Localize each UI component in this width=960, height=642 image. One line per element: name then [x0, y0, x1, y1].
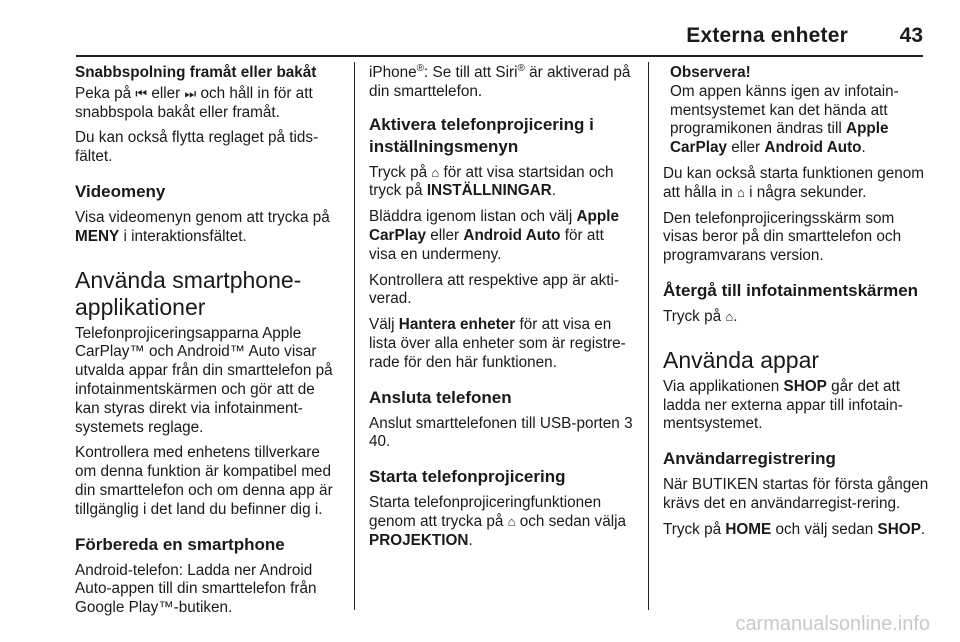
- text: Anslut smarttelefonen till USB-porten: [369, 414, 620, 432]
- column-1: [75, 64, 341, 625]
- column-2: [369, 64, 635, 558]
- text: och sedan välja: [519, 512, 627, 530]
- menu-label: MENY: [75, 227, 120, 245]
- heading-return: Återgå till infotainmentskärmen: [663, 280, 919, 300]
- heading-register: Användarregistrering: [663, 449, 836, 469]
- note-text: [670, 83, 929, 158]
- page-header: [0, 0, 960, 56]
- text: Visa videomenyn genom att trycka på: [75, 208, 330, 226]
- text: .: [733, 307, 738, 325]
- text: för att visa en lista över alla enheter som är registre-rade för den här funktionen.: [369, 316, 626, 371]
- paragraph-apps: Telefonprojiceringsapparna Apple CarPlay™ och Android™ Auto visar utvalda appar från din smarttelefon på infotainmentskärmen och gör att de kan styras direkt via infotainment-systemets reglage.: [75, 324, 333, 436]
- column-3: [663, 64, 929, 547]
- paragraph-manage: [369, 316, 635, 372]
- home-label: HOME: [725, 520, 772, 538]
- shop-label: SHOP: [783, 377, 827, 395]
- text: för att visa en undermeny.: [369, 226, 604, 263]
- paragraph-verify: Kontrollera att respektive app är akti-verad.: [369, 271, 619, 308]
- paragraph-videomenu: [75, 209, 341, 247]
- text: iPhone: [369, 64, 417, 81]
- paragraph-register: När BUTIKEN startas för första gången krävs det en användarregist-rering.: [663, 476, 929, 512]
- next-track-icon: ⏭: [184, 85, 197, 101]
- paragraph-press-home: [369, 164, 635, 202]
- text: är aktiverad på din smarttelefon.: [369, 64, 631, 100]
- text: för att visa startsidan och tryck på: [369, 163, 614, 200]
- registered-mark: ®: [416, 62, 425, 74]
- paragraph-android: Android-telefon: Ladda ner Android Auto-appen till din smarttelefon från Google Play™-butiken.: [75, 561, 317, 617]
- note-block: [670, 64, 929, 158]
- settings-label: INSTÄLLNINGAR: [426, 182, 552, 200]
- heading-activate: Aktivera telefonprojicering i inställningsmenyn: [369, 114, 594, 156]
- text: Du kan också starta funktionen genom att hålla in: [663, 164, 925, 201]
- paragraph-iphone: [369, 64, 635, 102]
- heading-prepare: Förbereda en smartphone: [75, 534, 285, 554]
- home-icon: ⌂: [507, 513, 516, 529]
- carplay-label: Apple CarPlay: [670, 120, 889, 157]
- text: och håll in för att snabbspola bakåt eller framåt.: [75, 84, 313, 121]
- registered-mark: ®: [517, 62, 525, 74]
- heading-use-apps: Använda appar: [663, 346, 820, 373]
- heading-start: Starta telefonprojicering: [369, 467, 566, 487]
- text: .: [468, 531, 473, 549]
- android-auto-label: Android Auto: [463, 226, 561, 244]
- android-auto-label: Android Auto: [764, 139, 862, 157]
- paragraph-browse: [369, 208, 635, 264]
- previous-track-icon: ⏮: [135, 85, 148, 101]
- text: Tryck på: [663, 307, 722, 325]
- text: Peka på: [75, 84, 132, 102]
- note-title: Observera!: [670, 64, 751, 81]
- paragraph-shop: [663, 378, 929, 434]
- text: Välj: [369, 316, 395, 334]
- page-reference: 3 40.: [369, 414, 633, 451]
- text: .: [551, 182, 556, 200]
- heading-seek: Snabbspolning framåt eller bakåt: [75, 64, 317, 81]
- paragraph-hold: [663, 165, 929, 203]
- heading-smartphone-apps: Använda smartphone-applikationer: [75, 266, 302, 320]
- carplay-label: Apple CarPlay: [369, 208, 619, 244]
- paragraph-home-shop: [663, 521, 929, 540]
- heading-videomenu: Videomeny: [75, 181, 166, 201]
- text: Bläddra igenom listan och välj: [369, 208, 573, 226]
- text: eller: [430, 226, 460, 244]
- paragraph-return: [663, 308, 929, 327]
- text: eller: [151, 84, 181, 102]
- manage-devices-label: Hantera enheter: [398, 316, 516, 334]
- text: i några sekunder.: [749, 183, 867, 201]
- page-number: 43: [899, 24, 923, 47]
- text: Om appen känns igen av infotain-mentsystemet kan det hända att programikonen ändras till: [670, 82, 899, 138]
- text: Tryck på: [369, 163, 428, 181]
- text: : Se till att Siri: [424, 64, 518, 81]
- page-title: Externa enheter: [686, 24, 848, 47]
- home-icon: ⌂: [431, 164, 440, 180]
- paragraph-slider: Du kan också flytta reglaget på tids-fältet.: [75, 129, 319, 166]
- text: går det att ladda ner externa appar till infotain-mentsystemet.: [663, 377, 903, 433]
- text: Via applikationen: [663, 377, 780, 395]
- heading-connect: Ansluta telefonen: [369, 387, 512, 407]
- text: Starta telefonprojiceringfunktionen genom att trycka på: [369, 494, 602, 530]
- paragraph-start: [369, 494, 635, 550]
- paragraph-seek: [75, 85, 341, 123]
- text: och välj sedan: [775, 520, 874, 538]
- column-divider-right: [648, 62, 649, 610]
- text: i interaktionsfältet.: [123, 227, 247, 245]
- home-icon: ⌂: [725, 308, 734, 324]
- text: Tryck på: [663, 520, 722, 538]
- text: eller: [731, 139, 761, 157]
- paragraph-connect: [369, 415, 635, 453]
- paragraph-compatibility: Kontrollera med enhetens tillverkare om denna funktion är kompatibel med din smarttelefon och om denna app är tillgänglig i det land du befinner dig i.: [75, 444, 333, 518]
- paragraph-display: Den telefonprojiceringsskärm som visas beror på din smarttelefon och programvarans version.: [663, 209, 902, 265]
- header-rule: [76, 55, 923, 57]
- home-icon: ⌂: [736, 184, 745, 200]
- column-divider-left: [354, 62, 355, 610]
- projection-label: PROJEKTION: [369, 531, 469, 549]
- watermark: carmanualsonline.info: [735, 613, 930, 635]
- shop-label: SHOP: [877, 520, 921, 538]
- text: .: [920, 520, 926, 538]
- text: .: [861, 139, 866, 157]
